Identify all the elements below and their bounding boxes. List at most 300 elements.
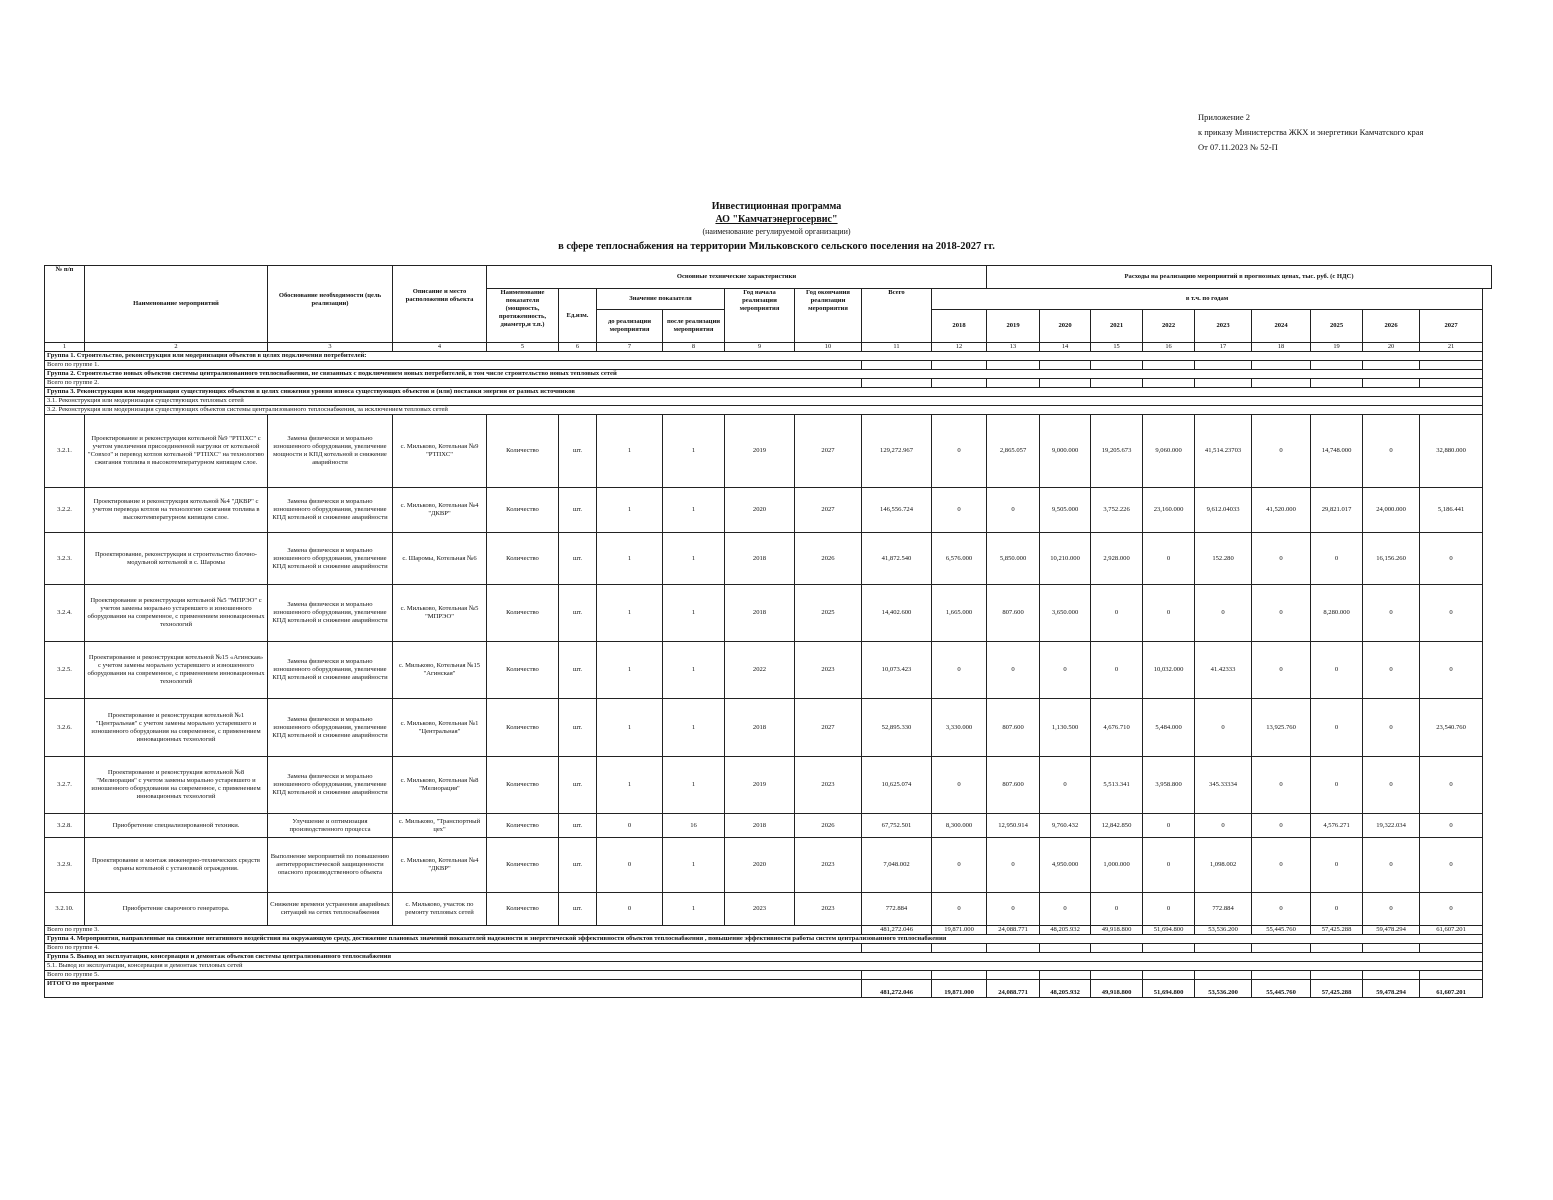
start-year: 2018 — [725, 585, 795, 642]
group-5-total-value — [1091, 971, 1143, 980]
cost-year-2023: 772.884 — [1195, 893, 1252, 926]
value-before: 0 — [597, 893, 663, 926]
appendix-line-2: к приказу Министерства ЖКХ и энергетики Камчатского края — [1198, 127, 1424, 137]
cost-year-2018: 0 — [932, 893, 987, 926]
cost-year-2025: 0 — [1311, 699, 1363, 757]
group-3-total-value: 61,607.201 — [1420, 926, 1483, 935]
group-5-total-value — [1363, 971, 1420, 980]
measure-reason: Замена физически и морально изношенного оборудования, увеличение мощности и КПД котельной и снижение аварийности — [268, 415, 393, 488]
column-number: 5 — [487, 343, 559, 352]
header-year-2019: 2019 — [987, 310, 1040, 343]
measure-name: Проектирование и реконструкция котельной №15 «Агинская» с учетом замены морально устаревшего и изношенного оборудования на современное, с применением инновационных технологий — [85, 642, 268, 699]
row-number: 3.2.1. — [45, 415, 85, 488]
organization-name: АО "Камчатэнергосервис" — [715, 214, 838, 225]
column-number: 9 — [725, 343, 795, 352]
cost-year-2019: 12,950.914 — [987, 814, 1040, 838]
cost-year-2026: 0 — [1363, 642, 1420, 699]
object-location: с. Мильково, участок по ремонту тепловых сетей — [393, 893, 487, 926]
cost-year-2019: 0 — [987, 488, 1040, 533]
group-3-total-value: 481,272.046 — [862, 926, 932, 935]
cost-year-2022: 0 — [1143, 585, 1195, 642]
cost-year-2023: 0 — [1195, 699, 1252, 757]
cost-year-2023: 0 — [1195, 814, 1252, 838]
cost-year-2027: 32,880.000 — [1420, 415, 1483, 488]
group-4-total-value — [1195, 944, 1252, 953]
program-scope: в сфере теплоснабжения на территории Мильковского сельского поселения на 2018-2027 гг. — [558, 241, 995, 252]
cost-year-2020: 0 — [1040, 757, 1091, 814]
cost-year-2024: 0 — [1252, 838, 1311, 893]
group-2-total-value — [1252, 379, 1311, 388]
group-2-total-value — [1420, 379, 1483, 388]
cost-year-2019: 2,865.057 — [987, 415, 1040, 488]
cost-year-2020: 4,950.000 — [1040, 838, 1091, 893]
subgroup-3-1 — [45, 397, 1492, 406]
end-year: 2023 — [795, 757, 862, 814]
value-before: 1 — [597, 757, 663, 814]
cost-year-2022: 10,032.000 — [1143, 642, 1195, 699]
cost-year-2020: 9,505.000 — [1040, 488, 1091, 533]
measure-reason: Замена физически и морально изношенного оборудования, увеличение КПД котельной и снижение аварийности — [268, 533, 393, 585]
cost-year-2027: 0 — [1420, 585, 1483, 642]
group-1-total-value — [1363, 361, 1420, 370]
cost-year-2024: 0 — [1252, 757, 1311, 814]
header-year-2020: 2020 — [1040, 310, 1091, 343]
cost-year-2025: 0 — [1311, 838, 1363, 893]
cost-year-2025: 4,576.271 — [1311, 814, 1363, 838]
cost-year-2020: 9,760.432 — [1040, 814, 1091, 838]
cost-year-2027: 0 — [1420, 838, 1483, 893]
cost-year-2022: 23,160.000 — [1143, 488, 1195, 533]
table-row — [45, 642, 1492, 699]
program-grand-total — [45, 980, 1492, 998]
table-row — [45, 757, 1492, 814]
column-number: 1 — [45, 343, 85, 352]
program-grand-total-value: 51,694.800 — [1143, 980, 1195, 998]
cost-year-2025: 8,280.000 — [1311, 585, 1363, 642]
cost-year-2020: 0 — [1040, 642, 1091, 699]
group-1-total-value — [862, 361, 932, 370]
cost-year-2018: 0 — [932, 488, 987, 533]
group-4-total-value — [1143, 944, 1195, 953]
header-year-2027: 2027 — [1420, 310, 1483, 343]
value-after: 1 — [663, 893, 725, 926]
group-1-total-value — [1311, 361, 1363, 370]
group-4-heading-label: Группа 4. Мероприятия, направленные на снижение негативного воздействия на окружающую среду, достижение плановых значений показателей надежности и энергетической эффективности объектов теплоснабжения , повышение эффективности работы систем централизованного теплоснабжения — [45, 935, 1483, 944]
group-1-total-value — [932, 361, 987, 370]
column-number: 14 — [1040, 343, 1091, 352]
measure-name: Проектирование и реконструкция котельной №5 "МПРЭО" с учетом замены морально устаревшего и изношенного оборудования на современное, с применением инновационных технологий — [85, 585, 268, 642]
object-location: с. Мильково, Котельная №9 "РТПХС" — [393, 415, 487, 488]
value-before: 1 — [597, 533, 663, 585]
program-grand-total-value: 59,478.294 — [1363, 980, 1420, 998]
cost-year-2018: 3,330.000 — [932, 699, 987, 757]
value-before: 1 — [597, 488, 663, 533]
column-number-row — [45, 343, 1492, 352]
program-grand-total-value: 48,205.932 — [1040, 980, 1091, 998]
group-1-total-value — [1420, 361, 1483, 370]
unit-of-measure: шт. — [559, 893, 597, 926]
value-after: 16 — [663, 814, 725, 838]
row-number: 3.2.2. — [45, 488, 85, 533]
header-reason: Обоснование необходимости (цель реализации) — [268, 266, 393, 343]
cost-year-2022: 9,060.000 — [1143, 415, 1195, 488]
header-name: Наименование мероприятий — [85, 266, 268, 343]
cost-year-2025: 0 — [1311, 757, 1363, 814]
program-grand-total-value: 49,918.800 — [1091, 980, 1143, 998]
cost-year-2018: 1,665.000 — [932, 585, 987, 642]
value-before: 1 — [597, 642, 663, 699]
object-location: с. Мильково, Котельная №1 "Центральная" — [393, 699, 487, 757]
cost-year-2021: 0 — [1091, 642, 1143, 699]
cost-year-2023: 41,514.23703 — [1195, 415, 1252, 488]
measure-name: Проектирование и реконструкция котельной №4 "ДКВР" с учетом перевода котлов на технологию сжигания топлива в высокотемпературном кипящем слое. — [85, 488, 268, 533]
end-year: 2026 — [795, 814, 862, 838]
column-number: 16 — [1143, 343, 1195, 352]
object-location: с. Мильково, "Транспортный цех" — [393, 814, 487, 838]
value-after: 1 — [663, 585, 725, 642]
cost-year-2021: 19,205.673 — [1091, 415, 1143, 488]
unit-of-measure: шт. — [559, 585, 597, 642]
group-4-total — [45, 944, 1492, 953]
cost-year-2026: 0 — [1363, 415, 1420, 488]
header-year-2025: 2025 — [1311, 310, 1363, 343]
table-row — [45, 838, 1492, 893]
header-by-years: в т.ч. по годам — [932, 289, 1483, 310]
cost-year-2024: 13,925.760 — [1252, 699, 1311, 757]
indicator-name: Количество — [487, 757, 559, 814]
row-number: 3.2.5. — [45, 642, 85, 699]
cost-year-2026: 0 — [1363, 699, 1420, 757]
cost-year-2020: 3,650.000 — [1040, 585, 1091, 642]
cost-year-2018: 6,576.000 — [932, 533, 987, 585]
cost-year-2019: 807.600 — [987, 757, 1040, 814]
indicator-name: Количество — [487, 488, 559, 533]
program-grand-total-label: ИТОГО по программе — [45, 980, 862, 998]
measure-name: Проектирование и монтаж инженерно-технических средств охраны котельной с установкой ограждения. — [85, 838, 268, 893]
cost-year-2018: 8,300.000 — [932, 814, 987, 838]
cost-total: 67,752.501 — [862, 814, 932, 838]
row-number: 3.2.6. — [45, 699, 85, 757]
group-2-total-label: Всего по группе 2. — [45, 379, 862, 388]
cost-year-2020: 10,210.000 — [1040, 533, 1091, 585]
cost-year-2026: 24,000.000 — [1363, 488, 1420, 533]
group-4-total-label: Всего по группе 4. — [45, 944, 862, 953]
measure-name: Проектирование и реконструкция котельной №8 "Мелиорация" с учетом замены морально устаревшего и изношенного оборудования на современное, с применением инновационных технологий — [85, 757, 268, 814]
group-3-total-value: 53,536.200 — [1195, 926, 1252, 935]
group-1-total-value — [1195, 361, 1252, 370]
cost-year-2027: 23,540.760 — [1420, 699, 1483, 757]
table-row — [45, 893, 1492, 926]
cost-year-2018: 0 — [932, 838, 987, 893]
cost-year-2020: 1,130.500 — [1040, 699, 1091, 757]
subgroup-5-1-label: 5.1. Вывод из эксплуатации, консервация и демонтаж тепловых сетей — [45, 962, 1483, 971]
cost-year-2026: 19,322.034 — [1363, 814, 1420, 838]
group-5-heading-label: Группа 5. Вывод из эксплуатации, консервация и демонтаж объектов системы централизованного теплоснабжения — [45, 953, 1483, 962]
investment-program-table — [44, 265, 1492, 998]
group-5-total-value — [1040, 971, 1091, 980]
column-number: 10 — [795, 343, 862, 352]
header-after: после реализации мероприятия — [663, 310, 725, 343]
subgroup-3-2-label: 3.2. Реконструкция или модернизация существующих объектов системы централизованного теплоснабжения, за исключением тепловых сетей — [45, 406, 1483, 415]
cost-year-2021: 2,928.000 — [1091, 533, 1143, 585]
organization-caption: (наименование регулируемой организации) — [702, 227, 851, 236]
group-4-total-value — [1311, 944, 1363, 953]
row-number: 3.2.10. — [45, 893, 85, 926]
cost-year-2022: 0 — [1143, 533, 1195, 585]
table-row — [45, 585, 1492, 642]
start-year: 2020 — [725, 488, 795, 533]
group-5-total-value — [862, 971, 932, 980]
end-year: 2027 — [795, 488, 862, 533]
cost-year-2022: 5,484.000 — [1143, 699, 1195, 757]
unit-of-measure: шт. — [559, 488, 597, 533]
measure-name: Проектирование, реконструкция и строительство блочно-модульной котельной в с. Шаромы — [85, 533, 268, 585]
object-location: с. Мильково, Котельная №4 "ДКВР" — [393, 488, 487, 533]
group-4-total-value — [1363, 944, 1420, 953]
program-grand-total-value: 19,871.000 — [932, 980, 987, 998]
cost-year-2019: 807.600 — [987, 699, 1040, 757]
table-row — [45, 533, 1492, 585]
cost-year-2023: 9,612.04033 — [1195, 488, 1252, 533]
group-3-total-value: 49,918.800 — [1091, 926, 1143, 935]
column-number: 18 — [1252, 343, 1311, 352]
value-after: 1 — [663, 699, 725, 757]
group-3-total-value: 19,871.000 — [932, 926, 987, 935]
table-body — [45, 266, 1492, 998]
cost-year-2025: 29,821.017 — [1311, 488, 1363, 533]
indicator-name: Количество — [487, 838, 559, 893]
value-after: 1 — [663, 642, 725, 699]
cost-year-2027: 0 — [1420, 533, 1483, 585]
header-costs: Расходы на реализацию мероприятий в прогнозных ценах, тыс. руб. (с НДС) — [987, 266, 1492, 289]
header-unit: Ед.изм. — [559, 289, 597, 343]
cost-total: 772.884 — [862, 893, 932, 926]
cost-year-2023: 152.280 — [1195, 533, 1252, 585]
group-1-total-value — [1252, 361, 1311, 370]
start-year: 2019 — [725, 757, 795, 814]
cost-year-2027: 0 — [1420, 893, 1483, 926]
group-5-total-value — [1195, 971, 1252, 980]
group-5-heading — [45, 953, 1492, 962]
cost-year-2025: 0 — [1311, 642, 1363, 699]
indicator-name: Количество — [487, 893, 559, 926]
group-4-total-value — [1040, 944, 1091, 953]
header-before: до реализации мероприятия — [597, 310, 663, 343]
cost-year-2027: 0 — [1420, 757, 1483, 814]
object-location: с. Мильково, Котельная №15 "Агинская" — [393, 642, 487, 699]
unit-of-measure: шт. — [559, 757, 597, 814]
group-5-total-value — [987, 971, 1040, 980]
group-1-heading-label: Группа 1. Строительство, реконструкция или модернизация объектов в целях подключения потребителей: — [45, 352, 1483, 361]
object-location: с. Мильково, Котельная №5 "МПРЭО" — [393, 585, 487, 642]
cost-year-2025: 0 — [1311, 893, 1363, 926]
cost-total: 7,048.002 — [862, 838, 932, 893]
value-after: 1 — [663, 415, 725, 488]
cost-year-2026: 0 — [1363, 585, 1420, 642]
cost-year-2020: 9,000.000 — [1040, 415, 1091, 488]
measure-reason: Замена физически и морально изношенного оборудования, увеличение КПД котельной и снижение аварийности — [268, 585, 393, 642]
column-number: 20 — [1363, 343, 1420, 352]
value-after: 1 — [663, 757, 725, 814]
row-number: 3.2.4. — [45, 585, 85, 642]
cost-total: 14,402.600 — [862, 585, 932, 642]
cost-year-2020: 0 — [1040, 893, 1091, 926]
unit-of-measure: шт. — [559, 699, 597, 757]
header-year-2018: 2018 — [932, 310, 987, 343]
indicator-name: Количество — [487, 533, 559, 585]
program-grand-total-value: 24,088.771 — [987, 980, 1040, 998]
value-before: 1 — [597, 699, 663, 757]
header-year-2024: 2024 — [1252, 310, 1311, 343]
cost-year-2021: 12,842.850 — [1091, 814, 1143, 838]
cost-total: 41,872.540 — [862, 533, 932, 585]
cost-year-2022: 0 — [1143, 838, 1195, 893]
cost-year-2021: 5,513.341 — [1091, 757, 1143, 814]
value-before: 1 — [597, 585, 663, 642]
cost-total: 10,073.423 — [862, 642, 932, 699]
cost-year-2027: 0 — [1420, 814, 1483, 838]
cost-year-2021: 4,676.710 — [1091, 699, 1143, 757]
column-number: 21 — [1420, 343, 1483, 352]
header-year-2023: 2023 — [1195, 310, 1252, 343]
column-number: 13 — [987, 343, 1040, 352]
end-year: 2027 — [795, 699, 862, 757]
document-title — [0, 200, 1553, 255]
program-grand-total-value: 55,445.760 — [1252, 980, 1311, 998]
cost-year-2018: 0 — [932, 757, 987, 814]
group-3-heading-label: Группа 3. Реконструкция или модернизация существующих объектов в целях снижения уровня износа существующих объектов и (или) поставки энергии от разных источников — [45, 388, 1483, 397]
unit-of-measure: шт. — [559, 415, 597, 488]
cost-year-2019: 0 — [987, 838, 1040, 893]
appendix-line-3: От 07.11.2023 № 52-П — [1198, 142, 1278, 152]
group-5-total-value — [1252, 971, 1311, 980]
group-5-total-value — [1311, 971, 1363, 980]
measure-reason: Замена физически и морально изношенного оборудования, увеличение КПД котельной и снижение аварийности — [268, 757, 393, 814]
group-2-total-value — [1363, 379, 1420, 388]
group-3-total-value: 51,694.800 — [1143, 926, 1195, 935]
group-4-total-value — [1252, 944, 1311, 953]
header-total: Всего — [862, 289, 932, 343]
column-number: 19 — [1311, 343, 1363, 352]
column-number: 17 — [1195, 343, 1252, 352]
group-2-total-value — [1091, 379, 1143, 388]
column-number: 8 — [663, 343, 725, 352]
column-number: 3 — [268, 343, 393, 352]
group-3-total-value: 55,445.760 — [1252, 926, 1311, 935]
indicator-name: Количество — [487, 699, 559, 757]
indicator-name: Количество — [487, 585, 559, 642]
cost-year-2026: 0 — [1363, 838, 1420, 893]
group-4-total-value — [1420, 944, 1483, 953]
group-1-heading — [45, 352, 1492, 361]
cost-year-2022: 0 — [1143, 814, 1195, 838]
cost-year-2026: 0 — [1363, 893, 1420, 926]
cost-year-2019: 807.600 — [987, 585, 1040, 642]
header-num: № п/п — [45, 266, 85, 343]
column-number: 11 — [862, 343, 932, 352]
header-start: Год начала реализации мероприятия — [725, 289, 795, 343]
group-2-total-value — [862, 379, 932, 388]
cost-year-2021: 3,752.226 — [1091, 488, 1143, 533]
group-4-total-value — [1091, 944, 1143, 953]
value-before: 1 — [597, 415, 663, 488]
value-before: 0 — [597, 838, 663, 893]
appendix-note — [1198, 110, 1423, 155]
group-1-total-value — [1040, 361, 1091, 370]
subgroup-3-2 — [45, 406, 1492, 415]
cost-year-2021: 0 — [1091, 585, 1143, 642]
column-number: 12 — [932, 343, 987, 352]
cost-total: 10,625.074 — [862, 757, 932, 814]
cost-year-2024: 0 — [1252, 585, 1311, 642]
measure-name: Проектирование и реконструкция котельной №9 "РТПХС" с учетом увеличения присоединенной нагрузки от котельной "Совхоз" и перевод котлов котельной "РТПХС" на технологию сжигания топлива в высокотемпературном кипящем слое. — [85, 415, 268, 488]
header-place: Описание и место расположения объекта — [393, 266, 487, 343]
measure-reason: Улучшение и оптимизация производственного процесса — [268, 814, 393, 838]
table-row — [45, 415, 1492, 488]
value-before: 0 — [597, 814, 663, 838]
group-5-total-value — [1143, 971, 1195, 980]
cost-total: 129,272.967 — [862, 415, 932, 488]
group-3-total — [45, 926, 1492, 935]
cost-year-2022: 0 — [1143, 893, 1195, 926]
subgroup-5-1 — [45, 962, 1492, 971]
cost-year-2027: 5,186.441 — [1420, 488, 1483, 533]
value-after: 1 — [663, 488, 725, 533]
group-5-total — [45, 971, 1492, 980]
cost-year-2023: 0 — [1195, 585, 1252, 642]
group-2-total-value — [1143, 379, 1195, 388]
group-1-total-value — [1143, 361, 1195, 370]
cost-year-2024: 0 — [1252, 415, 1311, 488]
start-year: 2023 — [725, 893, 795, 926]
unit-of-measure: шт. — [559, 533, 597, 585]
group-2-total-value — [1195, 379, 1252, 388]
header-tech: Основные технические характеристики — [487, 266, 987, 289]
group-2-heading-label: Группа 2. Строительство новых объектов системы централизованного теплоснабжения, не связанных с подключением новых потребителей, в том числе строительство новых тепловых сетей — [45, 370, 1483, 379]
group-5-total-value — [932, 971, 987, 980]
start-year: 2019 — [725, 415, 795, 488]
group-3-total-value: 57,425.288 — [1311, 926, 1363, 935]
cost-year-2024: 0 — [1252, 642, 1311, 699]
cost-year-2027: 0 — [1420, 642, 1483, 699]
indicator-name: Количество — [487, 415, 559, 488]
group-2-total-value — [932, 379, 987, 388]
group-2-heading — [45, 370, 1492, 379]
row-number: 3.2.8. — [45, 814, 85, 838]
group-1-total-value — [987, 361, 1040, 370]
table-row — [45, 488, 1492, 533]
group-1-total-label: Всего по группе 1. — [45, 361, 862, 370]
header-value: Значение показателя — [597, 289, 725, 310]
unit-of-measure: шт. — [559, 642, 597, 699]
measure-reason: Снижение времени устранения аварийных ситуаций на сетях теплоснабжения — [268, 893, 393, 926]
object-location: с. Мильково, Котельная №8 "Мелиорация" — [393, 757, 487, 814]
cost-year-2021: 0 — [1091, 893, 1143, 926]
cost-year-2019: 0 — [987, 893, 1040, 926]
unit-of-measure: шт. — [559, 814, 597, 838]
start-year: 2018 — [725, 699, 795, 757]
group-4-total-value — [987, 944, 1040, 953]
program-grand-total-value: 481,272.046 — [862, 980, 932, 998]
cost-year-2022: 3,958.800 — [1143, 757, 1195, 814]
program-grand-total-value: 61,607.201 — [1420, 980, 1483, 998]
cost-year-2023: 345.33334 — [1195, 757, 1252, 814]
group-3-total-label: Всего по группе 3. — [45, 926, 862, 935]
program-grand-total-value: 57,425.288 — [1311, 980, 1363, 998]
measure-reason: Замена физически и морально изношенного оборудования, увеличение КПД котельной и снижение аварийности — [268, 642, 393, 699]
cost-year-2018: 0 — [932, 415, 987, 488]
group-4-total-value — [862, 944, 932, 953]
